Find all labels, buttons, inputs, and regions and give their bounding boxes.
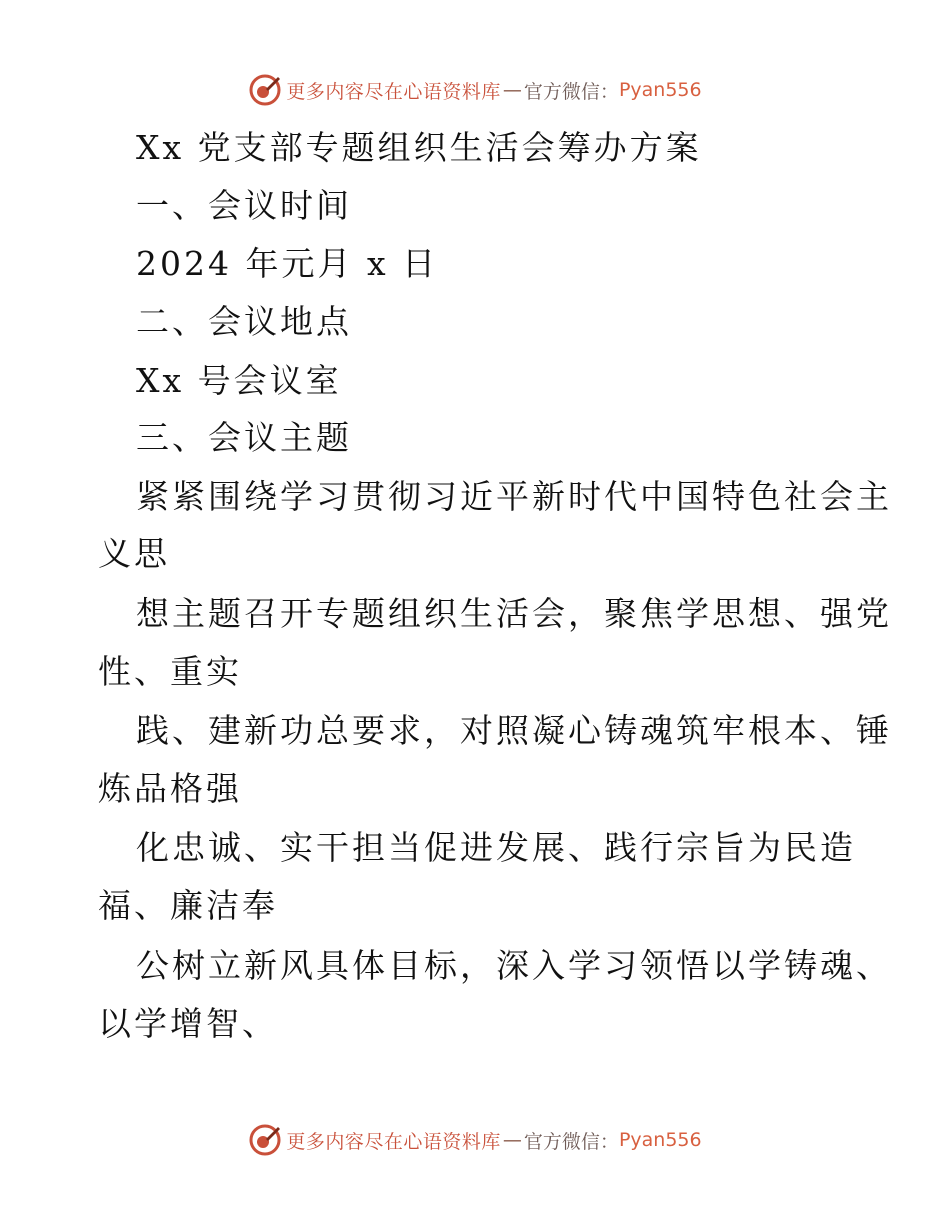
- footer-watermark: [0, 1120, 950, 1160]
- section-heading-theme: 三、会议主题: [136, 418, 352, 457]
- paragraph-line: 以学增智、: [98, 1004, 278, 1043]
- paragraph-line: 紧紧围绕学习贯彻习近平新时代中国特色社会主: [136, 477, 892, 516]
- header-watermark: [0, 70, 950, 110]
- watermark-separator: —: [502, 79, 522, 101]
- paragraph-line: 践、建新功总要求，对照凝心铸魂筑牢根本、锤: [136, 711, 892, 750]
- paragraph-line: 想主题召开专题组织生活会，聚焦学思想、强党: [136, 594, 892, 633]
- section-heading-time: 一、会议时间: [136, 186, 352, 225]
- watermark-separator: —: [502, 1129, 522, 1151]
- meeting-location: Xx 号会议室: [136, 361, 342, 400]
- watermark-wechat-id: Pyan556: [618, 1129, 702, 1151]
- watermark-text: 更多内容尽在心语资料库: [286, 1130, 501, 1153]
- paragraph-line: 性、重实: [98, 652, 242, 691]
- watermark-text: 更多内容尽在心语资料库: [286, 80, 501, 103]
- document-title: Xx 党支部专题组织生活会筹办方案: [136, 128, 702, 167]
- meeting-date: 2024 年元月 x 日: [136, 244, 439, 283]
- paragraph-line: 炼品格强: [98, 769, 242, 808]
- section-heading-location: 二、会议地点: [136, 302, 352, 341]
- brand-logo-icon: [248, 73, 282, 107]
- paragraph-line: 公树立新风具体目标，深入学习领悟以学铸魂、: [136, 946, 892, 985]
- paragraph-line: 化忠诚、实干担当促进发展、践行宗旨为民造: [136, 828, 856, 867]
- watermark-wechat-label: 官方微信：: [523, 80, 619, 103]
- watermark-wechat-id: Pyan556: [618, 79, 702, 101]
- brand-logo-icon: [248, 1123, 282, 1157]
- paragraph-line: 义思: [98, 534, 170, 573]
- paragraph-line: 福、廉洁奉: [98, 886, 278, 925]
- watermark-wechat-label: 官方微信：: [523, 1130, 619, 1153]
